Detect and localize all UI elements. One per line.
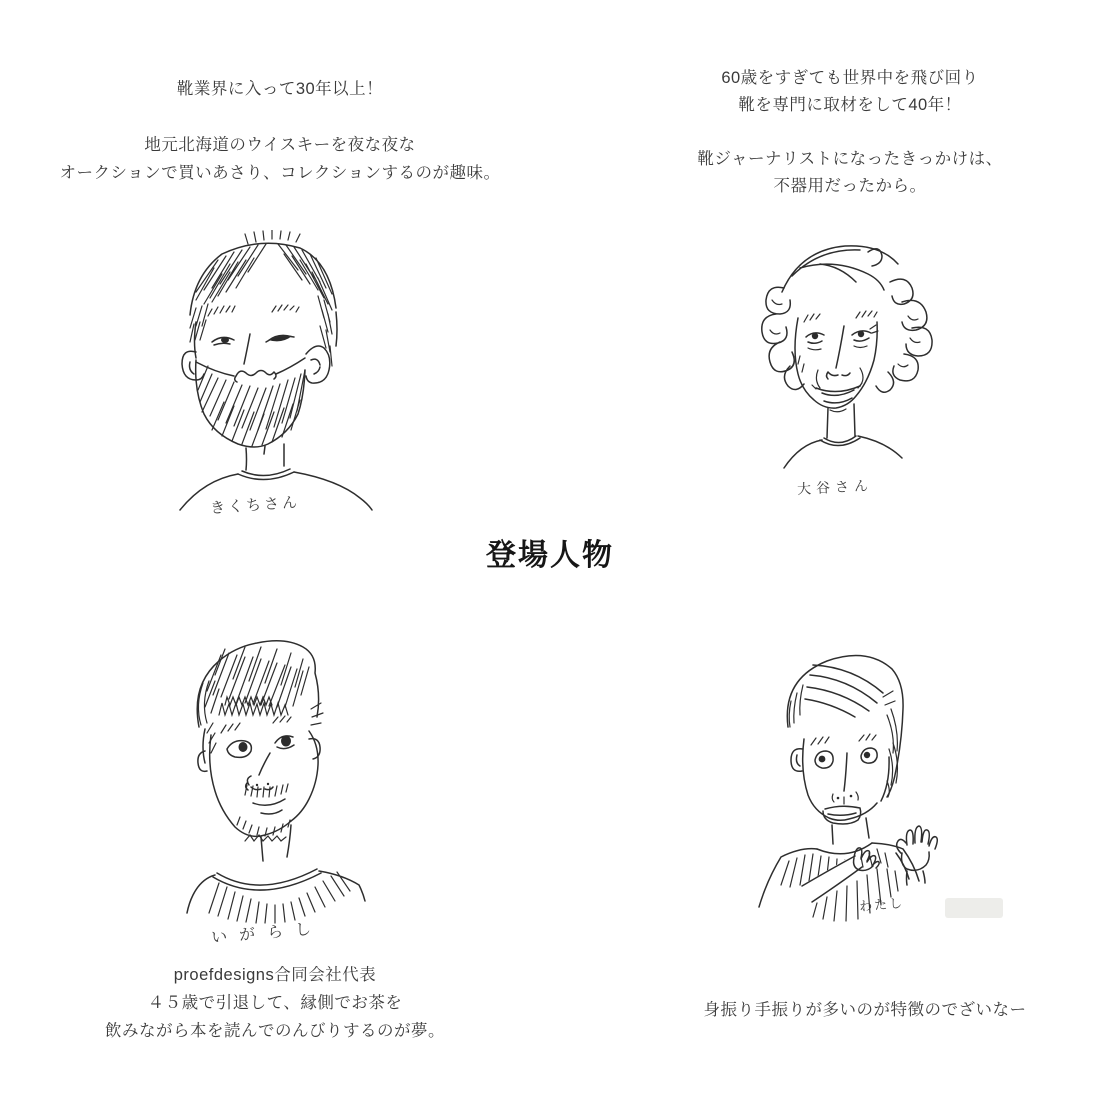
portrait-otani-sketch xyxy=(740,230,1040,510)
bio-line: オークションで買いあさり、コレクションするのが趣味。 xyxy=(59,164,501,182)
portrait-kikuchi-sketch xyxy=(160,230,460,530)
portrait-watashi xyxy=(755,645,1005,925)
bio-line: 靴業界に入って30年以上！ xyxy=(176,80,384,98)
bio-line: 靴ジャーナリストになったきっかけは、 xyxy=(697,150,1003,168)
character-caption: きくちさん xyxy=(209,493,301,518)
portrait-igarashi-sketch xyxy=(185,635,445,945)
bio-kikuchi xyxy=(10,75,550,187)
character-caption: わたし xyxy=(858,895,905,914)
bio-line: 地元北海道のウイスキーを夜な夜な xyxy=(144,136,416,154)
bio-line: 靴を専門に取材をして40年！ xyxy=(738,96,962,114)
bio-blank-line xyxy=(640,119,1060,146)
portrait-otani xyxy=(740,230,1040,510)
bio-line: ４５歳で引退して、縁側でお茶を xyxy=(147,994,403,1012)
bio-otani xyxy=(640,65,1060,200)
bio-line: 60歳をすぎても世界中を飛び回り xyxy=(721,69,979,87)
scan-shadow xyxy=(945,898,1003,918)
bio-watashi xyxy=(650,996,1080,1024)
page-heading: 登場人物 xyxy=(486,539,614,572)
portrait-igarashi xyxy=(185,635,445,945)
bio-line: 身振り手振りが多いのが特徴のでざいなー xyxy=(703,1001,1027,1019)
bio-igarashi xyxy=(20,961,530,1045)
bio-line: 不器用だったから。 xyxy=(773,177,927,195)
character-caption: 大谷さん xyxy=(796,477,874,497)
bio-line: 飲みながら本を読んでのんびりするのが夢。 xyxy=(105,1022,445,1040)
portrait-watashi-sketch xyxy=(755,645,1005,925)
character-caption: いがらし xyxy=(210,920,324,947)
portrait-kikuchi xyxy=(160,230,460,530)
bio-line: proefdesigns合同会社代表 xyxy=(173,966,377,984)
bio-blank-line xyxy=(10,103,550,131)
